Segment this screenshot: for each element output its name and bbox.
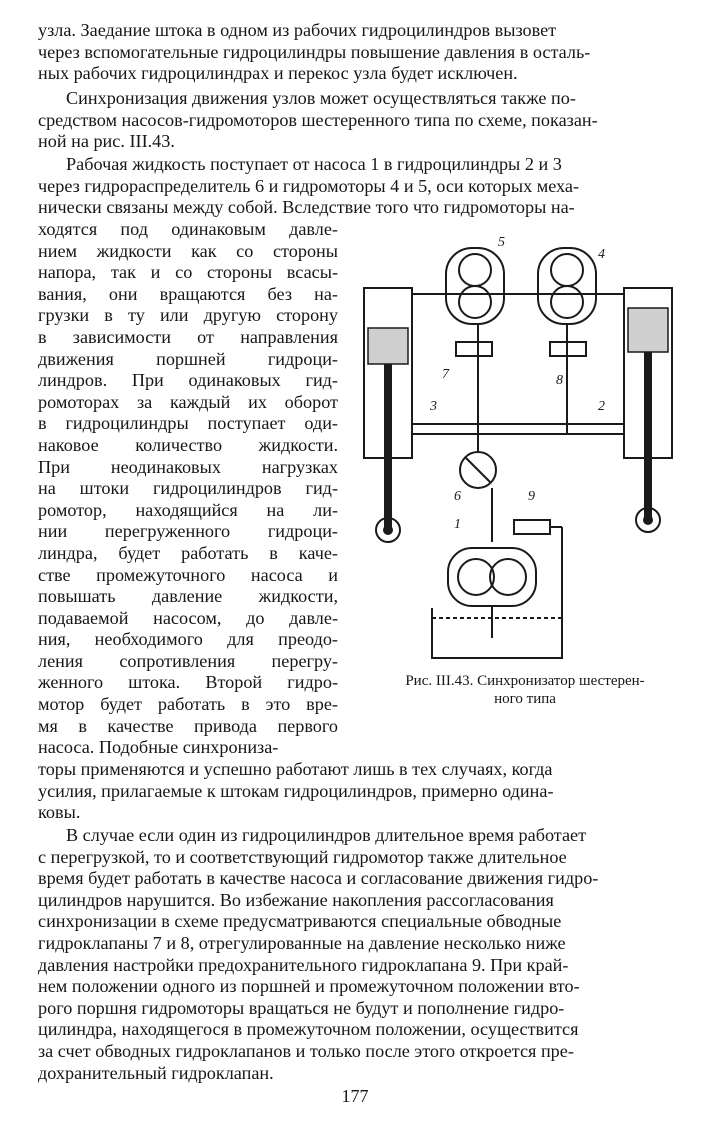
text-line: рого поршня гидромоторы вращаться не будут и пополнение гидро- xyxy=(38,997,565,1018)
text-line: повышать давление жидкости, xyxy=(38,586,338,607)
figure-caption xyxy=(360,672,690,708)
paragraph-3-column xyxy=(38,219,338,759)
hydraulic-synchronizer-diagram xyxy=(358,228,678,668)
text-line: подаваемой насосом, до давле- xyxy=(38,607,338,628)
text-line: движения поршней гидроци- xyxy=(38,348,338,369)
text-line: В случае если один из гидроцилиндров длительное время работает xyxy=(66,825,587,845)
pump-1 xyxy=(448,548,536,606)
text-line: мотор будет работать в это вре- xyxy=(38,694,338,715)
label-4: 4 xyxy=(598,247,605,262)
label-8: 8 xyxy=(556,373,563,388)
text-line: давления настройки предохранительного гидроклапана 9. При край- xyxy=(38,954,569,975)
text-line: в зависимости от направления xyxy=(38,326,338,347)
tank xyxy=(432,608,562,658)
text-line: нии перегруженного гидроци- xyxy=(38,521,338,542)
text-line: цилиндров нарушится. Во избежание накопления рассогласования xyxy=(38,889,554,910)
text-line: мя в качестве привода первого xyxy=(38,715,338,736)
text-line: гидроклапаны 7 и 8, отрегулированные на давление несколько ниже xyxy=(38,932,566,953)
text-line: При неодинаковых нагрузках xyxy=(38,456,338,477)
text-line: ромоторах за каждый их оборот xyxy=(38,391,338,412)
text-line: в гидроцилиндры поступает оди- xyxy=(38,413,338,434)
label-5: 5 xyxy=(498,235,505,250)
text-line: узла. Заедание штока в одном из рабочих гидроцилиндров вызовет xyxy=(38,20,557,40)
text-line: на штоки гидроцилиндров гид- xyxy=(38,478,338,499)
text-line: синхронизации в схеме предусматриваются специальные обводные xyxy=(38,911,562,932)
text-line: цилиндра, находящегося в промежуточном положении, осуществится xyxy=(38,1019,579,1040)
text-line: за счет обводных гидроклапанов и только после этого откроется пре- xyxy=(38,1040,574,1061)
piston-left xyxy=(368,328,408,364)
text-line: Синхронизация движения узлов может осуществляться также по- xyxy=(66,88,576,108)
text-line: с перегрузкой, то и соответствующий гидромотор также длительное xyxy=(38,846,567,867)
text-line: женного штока. Второй гидро- xyxy=(38,672,338,693)
bypass-valve-7 xyxy=(456,342,492,356)
page-number: 177 xyxy=(341,1086,369,1106)
text-line: ходятся под одинаковым давле- xyxy=(38,219,338,239)
text-line: нем положении одного из поршней и промежуточном положении вто- xyxy=(38,976,580,997)
caption-line: ного типа xyxy=(494,691,556,707)
text-line: дохранительный гидроклапан. xyxy=(38,1062,274,1083)
label-7: 7 xyxy=(442,367,449,382)
text-line: ковы. xyxy=(38,802,81,823)
label-6: 6 xyxy=(454,489,461,504)
text-line: ления сопротивления перегру- xyxy=(38,650,338,671)
paragraph-4 xyxy=(38,825,694,1084)
text-line: насоса. Подобные синхрониза- xyxy=(38,737,279,758)
text-line: напора, так и со стороны всасы- xyxy=(38,262,338,283)
text-line: линдра, будет работать в каче- xyxy=(38,542,338,563)
label-9: 9 xyxy=(528,489,535,504)
label-3: 3 xyxy=(430,399,437,414)
paragraph-2 xyxy=(38,88,694,153)
text-line: вания, они вращаются без на- xyxy=(38,283,338,304)
label-2: 2 xyxy=(598,399,605,414)
text-line: через вспомогательные гидроцилиндры повышение давления в осталь- xyxy=(38,41,591,62)
paragraph-3-head xyxy=(38,154,694,219)
text-line: ромотор, находящийся на ли- xyxy=(38,499,338,520)
text-line: средством насосов-гидромоторов шестеренного типа по схеме, показан- xyxy=(38,109,598,130)
text-line: стве промежуточного насоса и xyxy=(38,564,338,585)
text-line: усилия, прилагаемые к штокам гидроцилиндров, примерно одина- xyxy=(38,780,554,801)
safety-valve-9 xyxy=(514,520,550,534)
text-line: время будет работать в качестве насоса и согласование движения гидро- xyxy=(38,868,599,889)
paragraph-3-tail xyxy=(38,759,694,824)
text-line: нически связаны между собой. Вследствие того что гидромоторы на- xyxy=(38,197,575,218)
paragraph-1 xyxy=(38,20,694,85)
text-line: ной на рис. III.43. xyxy=(38,131,175,152)
caption-line: Рис. III.43. Синхронизатор шестерен- xyxy=(405,673,645,689)
text-line: ния, необходимого для преодо- xyxy=(38,629,338,650)
text-line: торы применяются и успешно работают лишь в тех случаях, когда xyxy=(38,759,553,779)
text-line: линдров. При одинаковых гид- xyxy=(38,370,338,391)
piston-right xyxy=(628,308,668,352)
text-line: наковое количество жидкости. xyxy=(38,434,338,455)
label-1: 1 xyxy=(454,517,461,532)
text-line: ных рабочих гидроцилиндрах и перекос узла будет исключен. xyxy=(38,63,518,84)
text-line: грузки в ту или другую сторону xyxy=(38,305,338,326)
text-line: нием жидкости как со стороны xyxy=(38,240,338,261)
text-line: через гидрораспределитель 6 и гидромоторы 4 и 5, оси которых меха- xyxy=(38,175,580,196)
text-line: Рабочая жидкость поступает от насоса 1 в гидроцилиндры 2 и 3 xyxy=(66,154,562,174)
